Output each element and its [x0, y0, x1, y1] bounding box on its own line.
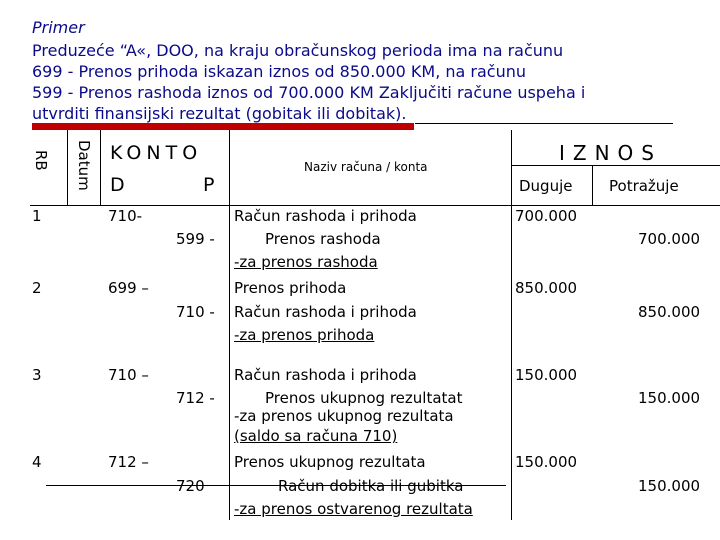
row-2-credit-account: 710 -	[176, 303, 215, 321]
grid-v-name-left	[229, 130, 230, 520]
row-1-credit-account: 599 -	[176, 230, 215, 248]
row-2-name-credit: Račun rashoda i prihoda	[234, 303, 417, 321]
row-1-name-debit: Račun rashoda i prihoda	[234, 207, 417, 225]
header-iznos: IZNOS	[559, 141, 662, 165]
intro-line-2: 699 - Prenos prihoda iskazan iznos od 850.000 KM, na računu	[32, 62, 527, 81]
row-3-note-saldo: (saldo sa računa 710)	[234, 427, 398, 445]
grid-h-iznos	[511, 165, 720, 166]
header-konto-d: D	[110, 174, 130, 196]
row-3-debit: 150.000	[515, 366, 578, 384]
row-4-debit-account: 712 –	[108, 453, 149, 471]
grid-v-datum	[100, 130, 101, 205]
example-title: Primer	[32, 18, 85, 37]
row-2-credit: 850.000	[638, 303, 701, 321]
grid-h-header-bottom	[30, 205, 720, 206]
row-2-note: -za prenos prihoda	[234, 326, 375, 344]
row-1-credit: 700.000	[638, 230, 701, 248]
row-3-credit: 150.000	[638, 389, 701, 407]
row-3-credit-account: 712 -	[176, 389, 215, 407]
row-3-rb: 3	[32, 366, 42, 384]
row-3-debit-account: 710 –	[108, 366, 149, 384]
row-4-note: -za prenos ostvarenog rezultata	[234, 500, 473, 518]
header-konto-p: P	[203, 174, 220, 196]
row-4-credit-account: 720	[176, 477, 205, 495]
problem-statement	[32, 40, 682, 124]
row-2-debit-account: 699 –	[108, 279, 149, 297]
grid-v-duguje	[592, 165, 593, 205]
grid-v-name-right	[511, 130, 512, 520]
header-account-name: Naziv računa / konta	[304, 160, 428, 174]
header-konto: KONTO	[110, 142, 203, 164]
row-3-name-credit: Prenos ukupnog rezultatat	[265, 389, 463, 407]
row-1-name-credit: Prenos rashoda	[265, 230, 381, 248]
grid-v-rb	[67, 130, 68, 205]
intro-line-3: 599 - Prenos rashoda iznos od 700.000 KM Zaključiti račune uspeha i	[32, 83, 586, 102]
header-duguje: Duguje	[519, 177, 573, 195]
row-1-rb: 1	[32, 207, 42, 225]
header-rb: RB	[32, 150, 50, 171]
row-1-debit-account: 710-	[108, 207, 143, 225]
row-1-debit: 700.000	[515, 207, 578, 225]
header-rule	[415, 123, 673, 124]
intro-line-1: Preduzeće “A«, DOO, na kraju obračunskog perioda ima na računu	[32, 41, 564, 60]
red-divider	[32, 123, 414, 130]
row-2-rb: 2	[32, 279, 42, 297]
header-potrazuje: Potražuje	[609, 177, 679, 195]
row-3-name-debit: Račun rashoda i prihoda	[234, 366, 417, 384]
header-datum: Datum	[75, 140, 93, 191]
row-2-debit: 850.000	[515, 279, 578, 297]
row-4-name-debit: Prenos ukupnog rezultata	[234, 453, 426, 471]
row-2-name-debit: Prenos prihoda	[234, 279, 347, 297]
row-4-name-credit: Račun dobitka ili gubitka	[278, 477, 464, 495]
row-3-note: -za prenos ukupnog rezultata	[234, 407, 454, 425]
row-4-rb: 4	[32, 453, 42, 471]
intro-line-4: utvrditi finansijski rezultat (gobitak ili dobitak).	[32, 104, 407, 123]
row-4-debit: 150.000	[515, 453, 578, 471]
row-4-credit: 150.000	[638, 477, 701, 495]
row-1-note: -za prenos rashoda	[234, 253, 378, 271]
